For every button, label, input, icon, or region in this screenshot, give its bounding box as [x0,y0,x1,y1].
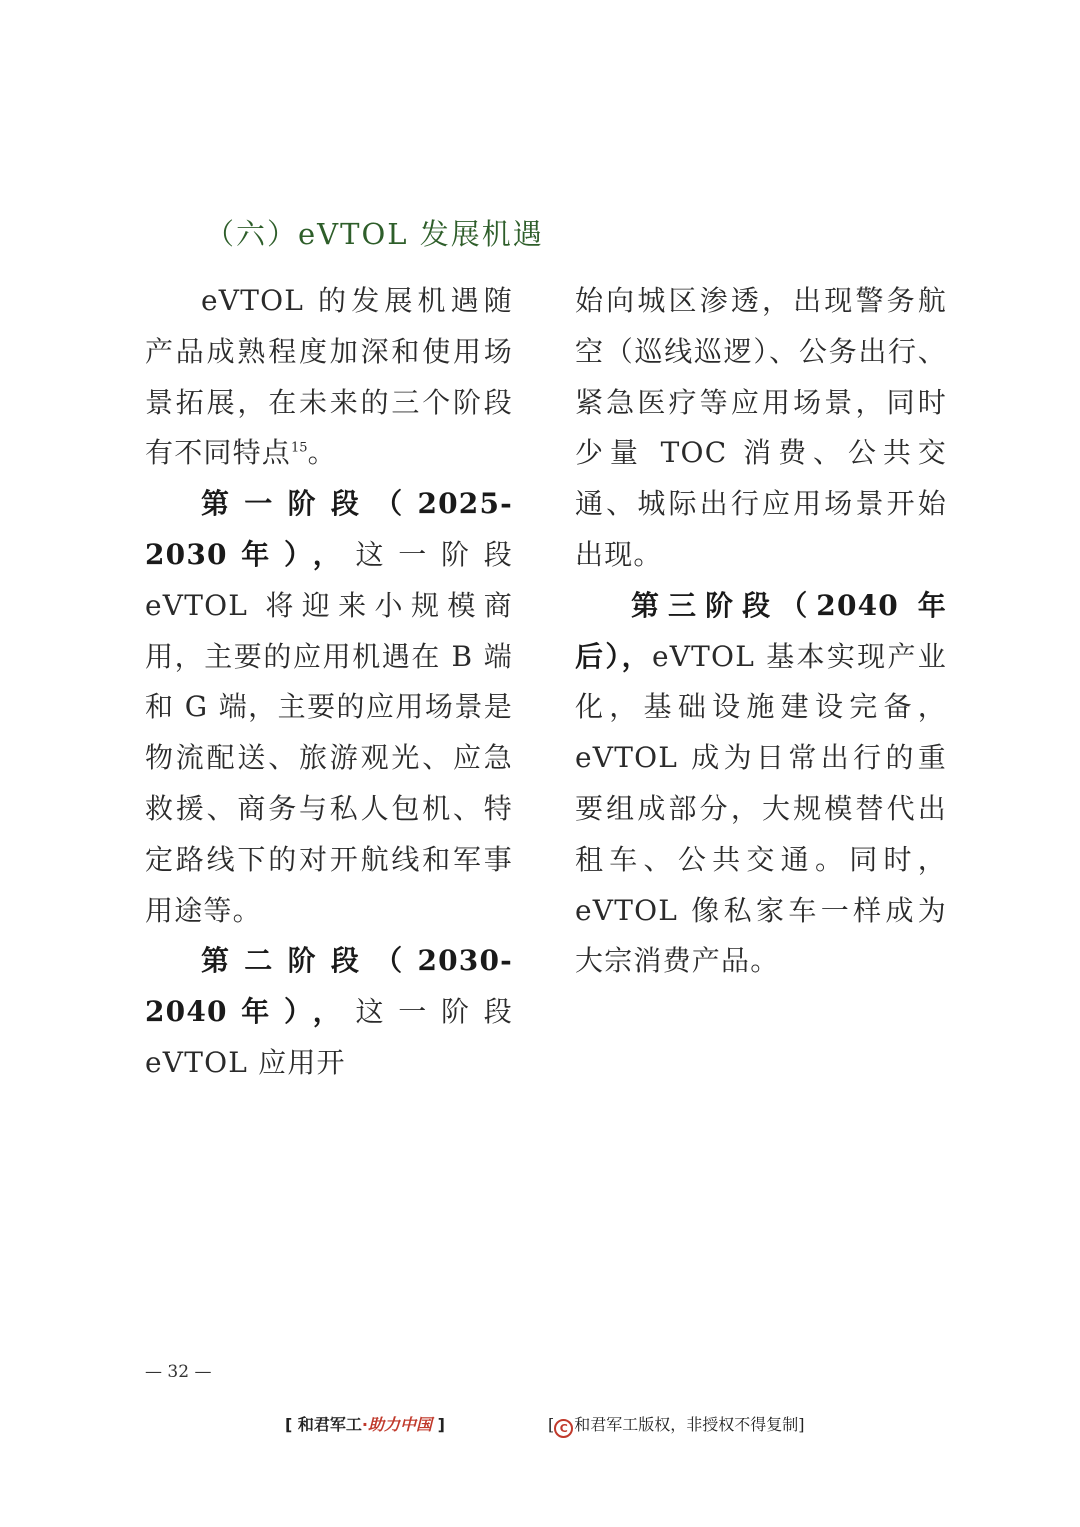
footer-dot: · [361,1415,368,1434]
copyright-bracket-close: ] [798,1415,805,1434]
left-column [145,276,513,1089]
right-column [575,276,947,987]
footer-brand-name: 和君军工 [297,1415,362,1434]
intro-text: eVTOL 的发展机遇随产品成熟程度加深和使用场景拓展，在未来的三个阶段有不同特点 [145,284,513,470]
stage1-paragraph [145,479,513,936]
stage2-text: 这一阶段 eVTOL 应用开 [145,995,513,1079]
stage1-lead: 第一阶段（2025-2030年）， [145,487,513,571]
stage3-lead: 第三阶段（2040 年后）， [575,588,947,673]
copyright-bracket-open: [ [548,1415,555,1434]
footnote-marker[interactable]: 15 [291,441,308,457]
section-heading: （六）eVTOL 发展机遇 [205,217,544,251]
copyright-icon: C [554,1419,573,1438]
stage1-text: 这一阶段 eVTOL 将迎来小规模商用，主要的应用机遇在 B 端和 G 端，主要的应用场景是物流配送、旅游观光、应急救援、商务与私人包机、特定路线下的对开航线和军事用途等。 [145,537,513,927]
stage3-paragraph [575,581,947,987]
intro-end: 。 [307,436,337,470]
footer-brand [285,1412,445,1435]
stage3-text: eVTOL 基本实现产业化，基础设施建设完备，eVTOL 成为日常出行的重要组成部分，大规模替代出租车、公共交通。同时，eVTOL 像私家车一样成为大宗消费产品。 [575,639,947,978]
stage2-continued-paragraph: 始向城区渗透，出现警务航空（巡线巡逻）、公务出行、紧急医疗等应用场景，同时少量 TOC 消费、公共交通、城际出行应用场景开始出现。 [575,284,947,571]
copyright-text: 和君军工版权，非授权不得复制 [574,1415,799,1434]
stage2-paragraph [145,936,513,1088]
footer-slogan: 助力中国 [367,1415,432,1434]
page-number: — 32 — [145,1362,212,1382]
footer-copyright [548,1412,805,1438]
footer-bracket-close: ] [432,1415,445,1434]
footer-bracket-open: [ [285,1415,298,1434]
intro-paragraph [145,276,513,479]
stage2-lead: 第二阶段（2030-2040年）， [145,944,513,1029]
